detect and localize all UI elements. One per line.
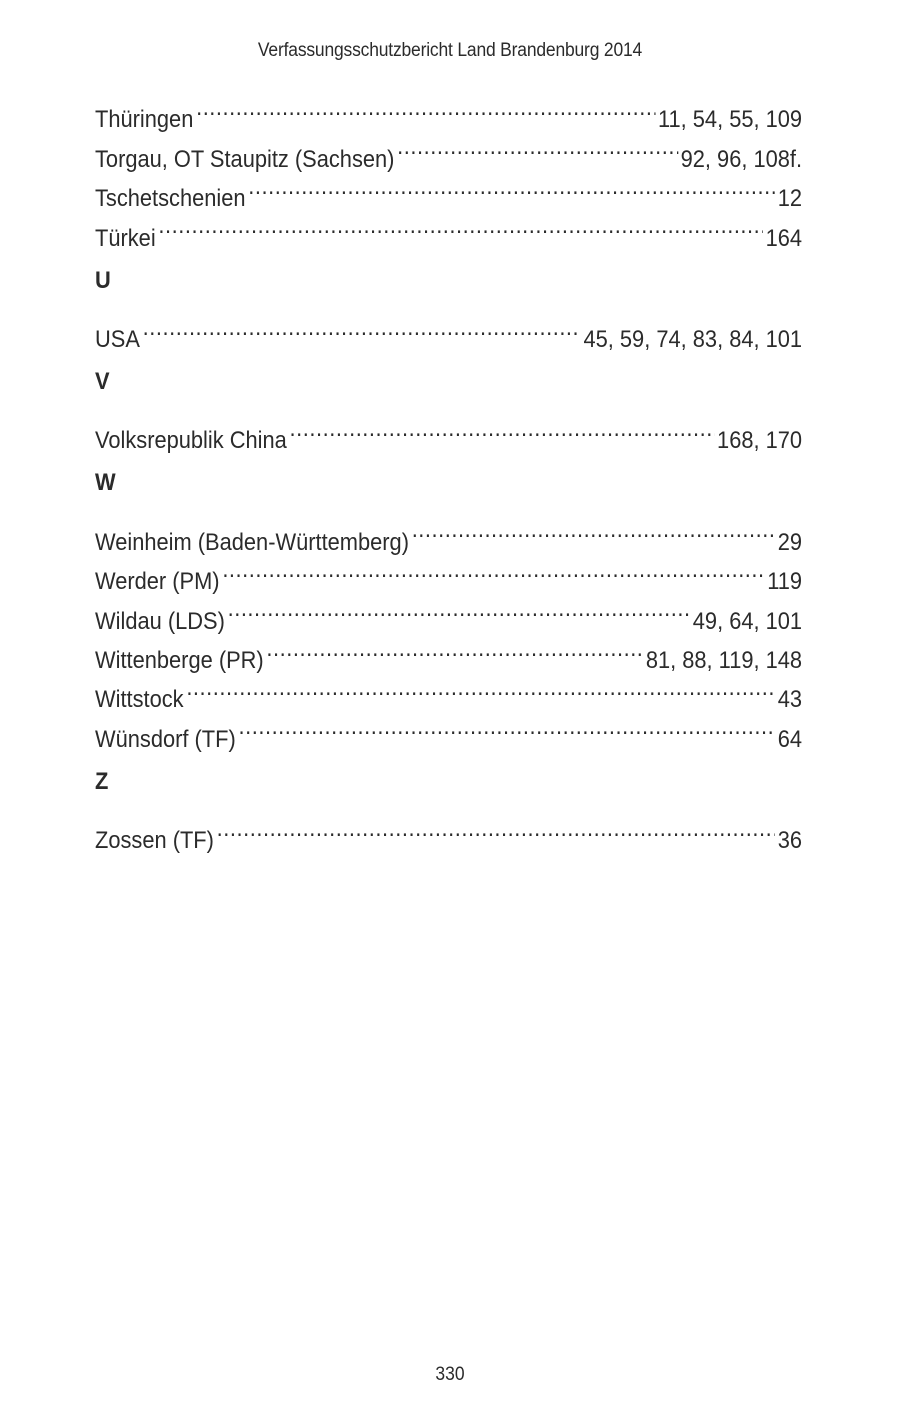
letter-heading: Z xyxy=(95,767,109,795)
dot-leader xyxy=(238,707,775,746)
index-entry xyxy=(95,127,803,173)
index-pages: 36 xyxy=(777,827,803,855)
index-entry xyxy=(95,629,803,674)
index-pages: 81, 88, 119, 148 xyxy=(645,646,803,674)
index-term: Wildau (LDS) xyxy=(95,607,225,635)
index-pages: 45, 59, 74, 83, 84, 101 xyxy=(583,325,803,353)
index-group-z xyxy=(95,762,803,855)
dot-leader xyxy=(222,550,764,589)
dot-leader xyxy=(196,88,655,127)
letter-heading: V xyxy=(95,367,110,395)
index-entry xyxy=(95,88,803,134)
index-term: Werder (PM) xyxy=(95,568,220,596)
index-entry xyxy=(95,809,803,855)
index-entry xyxy=(95,308,803,353)
index-term: Volksrepublik China xyxy=(95,427,287,455)
index-entry xyxy=(95,206,803,252)
index-entry xyxy=(95,550,803,596)
index-term: Tschetschenien xyxy=(95,185,246,213)
index-term: Torgau, OT Staupitz (Sachsen) xyxy=(95,145,395,173)
index-entry xyxy=(95,409,803,455)
index-entry xyxy=(95,589,803,635)
index-term: Weinheim (Baden-Württemberg) xyxy=(95,528,409,556)
dot-leader xyxy=(412,510,775,549)
index-term: Thüringen xyxy=(95,106,194,134)
index-group-u xyxy=(95,261,803,353)
index-pages: 12 xyxy=(777,185,803,213)
dot-leader xyxy=(186,668,775,707)
dot-leader xyxy=(266,629,643,668)
index-entry xyxy=(95,668,803,714)
dot-leader xyxy=(217,809,775,848)
index-group-w xyxy=(95,463,803,753)
index-term: Zossen (TF) xyxy=(95,827,214,855)
page-number: 330 xyxy=(435,1364,465,1385)
dot-leader xyxy=(248,167,775,206)
running-header: Verfassungsschutzbericht Land Brandenburg 2014 xyxy=(257,40,643,61)
index-pages: 168, 170 xyxy=(717,427,803,455)
index-term: Wittstock xyxy=(95,686,184,714)
index-pages: 92, 96, 108f. xyxy=(680,145,803,173)
index-term: Wünsdorf (TF) xyxy=(95,725,236,753)
dot-leader xyxy=(397,127,678,166)
index-pages: 29 xyxy=(777,528,803,556)
index-pages: 64 xyxy=(777,725,803,753)
index-pages: 49, 64, 101 xyxy=(692,607,803,635)
index-entry xyxy=(95,167,803,213)
letter-heading: U xyxy=(95,266,111,294)
dot-leader xyxy=(228,589,690,628)
index-group-v xyxy=(95,362,803,455)
dot-leader xyxy=(158,206,762,245)
dot-leader xyxy=(143,308,581,347)
index-entry xyxy=(95,707,803,753)
index-pages: 119 xyxy=(767,568,803,596)
index-term: Wittenberge (PR) xyxy=(95,646,264,674)
index-group-t xyxy=(95,88,803,252)
index-pages: 164 xyxy=(765,224,803,252)
dot-leader xyxy=(290,409,715,448)
letter-heading: W xyxy=(95,469,116,497)
index-term: USA xyxy=(95,325,140,353)
index-pages: 11, 54, 55, 109 xyxy=(657,106,803,134)
index-term: Türkei xyxy=(95,224,156,252)
index-list xyxy=(95,88,803,855)
index-pages: 43 xyxy=(777,686,803,714)
index-entry xyxy=(95,510,803,556)
